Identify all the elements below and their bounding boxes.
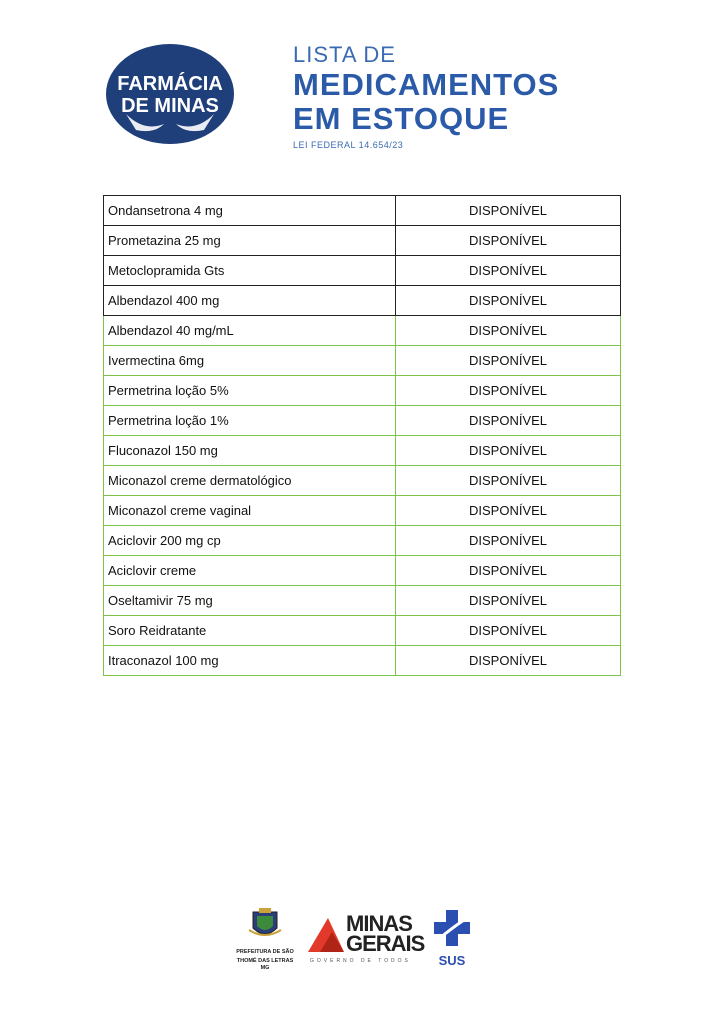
table-row [104,346,621,376]
medication-name: Metoclopramida Gts [104,256,396,286]
medication-name: Itraconazol 100 mg [104,646,396,676]
availability-status: DISPONÍVEL [396,226,621,256]
table-row [104,316,621,346]
coat-of-arms-icon [245,906,285,942]
logo-text-line1: FARMÁCIA [117,73,223,95]
medication-name: Albendazol 400 mg [104,286,396,316]
prefeitura-text-line2: THOMÉ DAS LETRAS MG [236,958,294,971]
law-reference: LEI FEDERAL 14.654/23 [293,140,404,150]
availability-status: DISPONÍVEL [396,376,621,406]
title-line1: LISTA DE [293,42,396,67]
availability-status: DISPONÍVEL [396,496,621,526]
mg-text [346,911,425,956]
medication-name: Miconazol creme vaginal [104,496,396,526]
availability-status: DISPONÍVEL [396,526,621,556]
sus-text: SUS [438,953,466,968]
table-row [104,196,621,226]
table-row [104,496,621,526]
table-row [104,466,621,496]
availability-status: DISPONÍVEL [396,316,621,346]
table-row [104,526,621,556]
table-row [104,556,621,586]
table-row [104,646,621,676]
medication-name: Permetrina loção 5% [104,376,396,406]
availability-status: DISPONÍVEL [396,556,621,586]
medication-name: Fluconazol 150 mg [104,436,396,466]
title-line2: MEDICAMENTOS [293,67,560,102]
table-row [104,286,621,316]
table-row [104,616,621,646]
table-row [104,226,621,256]
mountain-icon [306,914,346,954]
availability-status: DISPONÍVEL [396,256,621,286]
medication-name: Miconazol creme dermatológico [104,466,396,496]
sus-cross-icon [432,908,472,948]
title-block [293,42,633,150]
mg-line2: GERAIS [346,931,425,956]
availability-status: DISPONÍVEL [396,346,621,376]
medication-name: Oseltamivir 75 mg [104,586,396,616]
title-line3: EM ESTOQUE [293,101,510,136]
availability-status: DISPONÍVEL [396,286,621,316]
medication-name: Aciclovir creme [104,556,396,586]
availability-status: DISPONÍVEL [396,466,621,496]
table-row [104,376,621,406]
medication-name: Prometazina 25 mg [104,226,396,256]
table-row [104,436,621,466]
logo-text-line2: DE MINAS [121,95,219,117]
minas-gerais-logo [306,911,425,968]
availability-status: DISPONÍVEL [396,616,621,646]
availability-status: DISPONÍVEL [396,646,621,676]
availability-status: DISPONÍVEL [396,196,621,226]
table-row [104,586,621,616]
prefeitura-logo [234,906,296,971]
farmacia-de-minas-logo [104,44,236,144]
medication-name: Soro Reidratante [104,616,396,646]
table-row [104,406,621,436]
medication-name: Aciclovir 200 mg cp [104,526,396,556]
availability-status: DISPONÍVEL [396,406,621,436]
prefeitura-text-line1: PREFEITURA DE SÃO [236,949,294,955]
mg-line1: MINAS [346,911,412,936]
availability-status: DISPONÍVEL [396,586,621,616]
mg-subtitle: GOVERNO DE TODOS [310,958,411,964]
medication-table [103,195,621,676]
footer-logos [0,900,725,980]
table-row [104,256,621,286]
sus-logo [432,908,472,968]
medication-name: Ondansetrona 4 mg [104,196,396,226]
availability-status: DISPONÍVEL [396,436,621,466]
page-header [0,0,725,170]
medication-name: Ivermectina 6mg [104,346,396,376]
medication-name: Permetrina loção 1% [104,406,396,436]
medication-name: Albendazol 40 mg/mL [104,316,396,346]
